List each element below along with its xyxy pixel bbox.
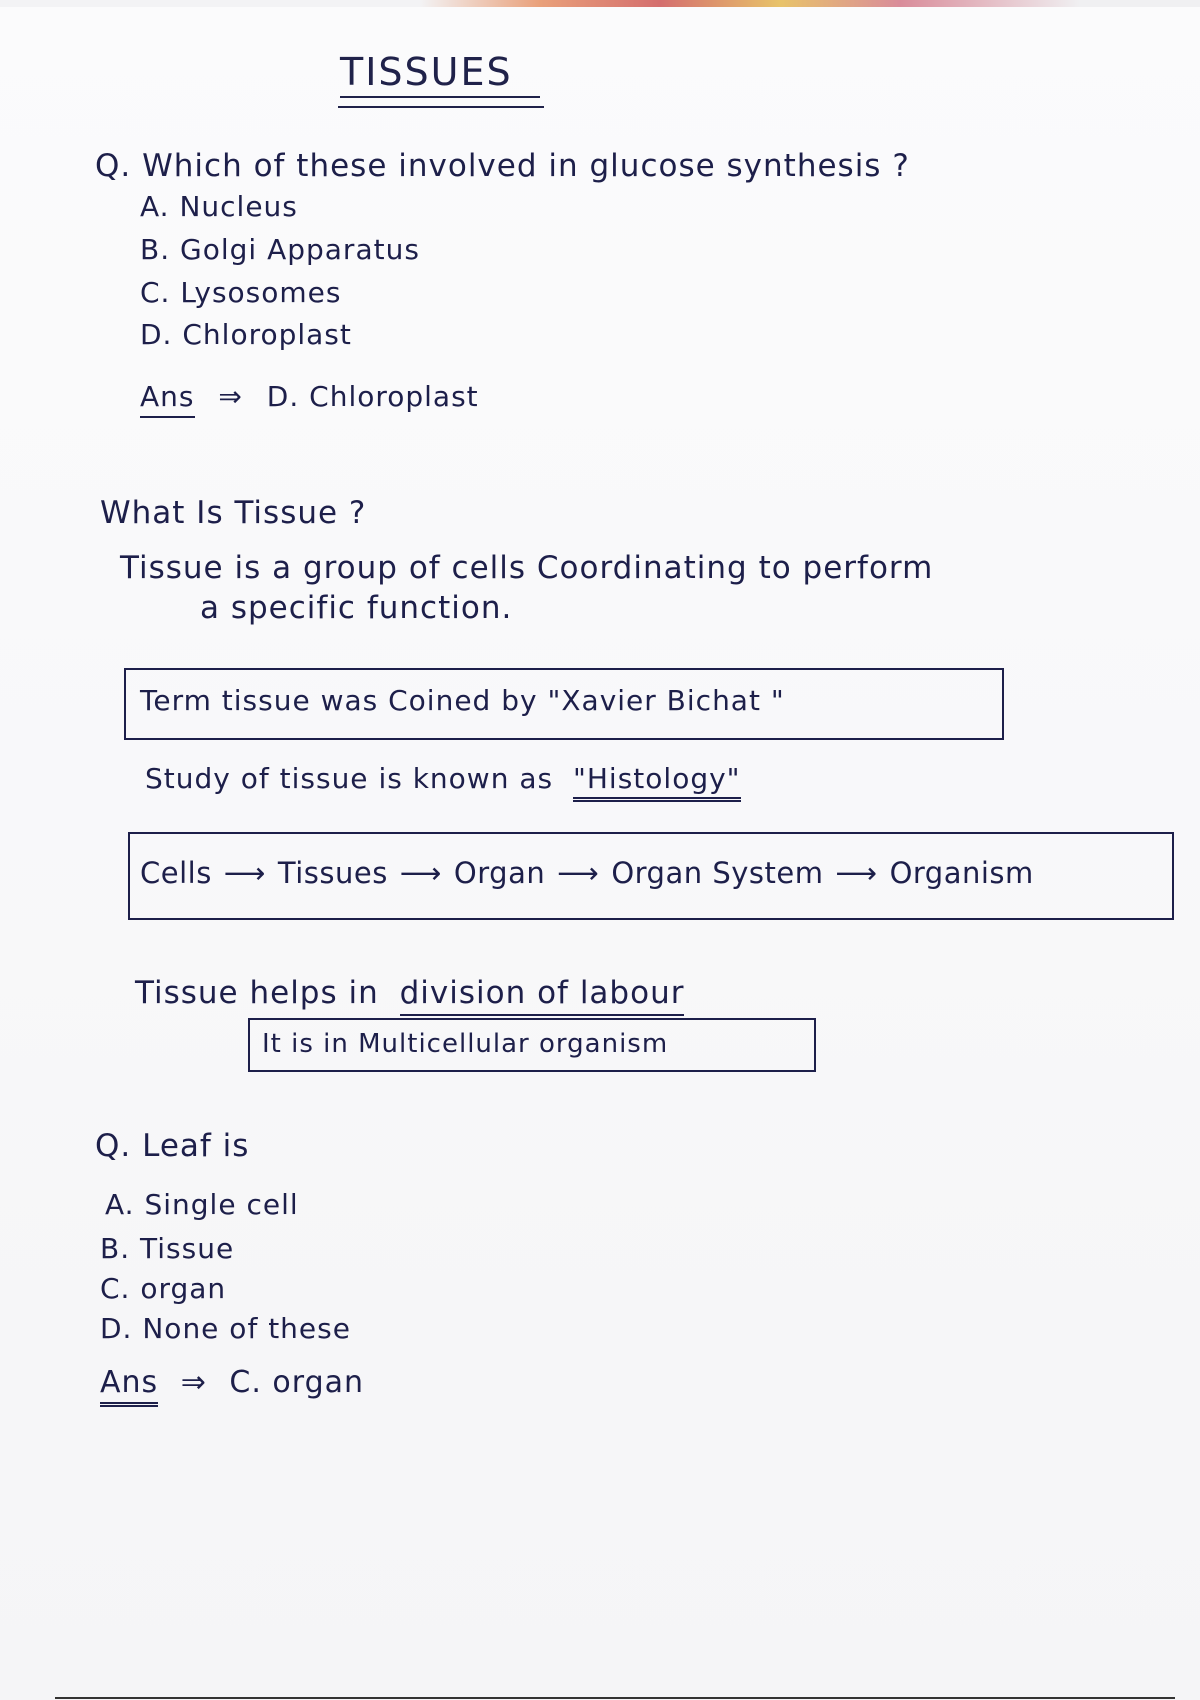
hierarchy-arrow-icon: ⟶ [399, 856, 442, 890]
q1-option-a: A. Nucleus [140, 190, 298, 223]
term-box [124, 668, 1004, 740]
labour-line [135, 975, 684, 1011]
answer-value: D. Chloroplast [266, 380, 479, 413]
definition-line-1: Tissue is a group of cells Coordinating to perform [120, 550, 934, 586]
hierarchy-item-organism: Organism [889, 856, 1034, 890]
answer-arrow: ⇒ [180, 1365, 207, 1400]
hierarchy-item-organ: Organ [453, 856, 546, 890]
q2-option-c: C. organ [100, 1272, 227, 1305]
q2-answer [100, 1365, 364, 1400]
title-underline [340, 96, 540, 98]
answer-value: C. organ [229, 1365, 365, 1400]
study-prefix: Study of tissue is known as [145, 762, 554, 795]
study-line [145, 762, 741, 795]
section-heading: What Is Tissue ? [100, 495, 367, 531]
answer-label: Ans [140, 380, 195, 418]
page-title: TISSUES [340, 50, 513, 94]
hierarchy-item-tissues: Tissues [277, 856, 388, 890]
hierarchy-item-cells: Cells [140, 856, 212, 890]
q1-answer [140, 380, 479, 413]
labour-term: division of labour [400, 975, 685, 1016]
title-underline-second [338, 106, 544, 108]
hierarchy-arrow-icon: ⟶ [223, 856, 266, 890]
definition-line-2: a specific function. [200, 590, 513, 626]
hierarchy-box [128, 832, 1174, 920]
page-top-edge [0, 0, 1200, 7]
q1-option-c: C. Lysosomes [140, 276, 342, 309]
hierarchy-arrow-icon: ⟶ [835, 856, 878, 890]
q2-option-d: D. None of these [100, 1312, 351, 1345]
page-bottom-line [55, 1697, 1175, 1699]
q1-option-d: D. Chloroplast [140, 318, 352, 351]
q2-option-b: B. Tissue [100, 1232, 235, 1265]
labour-prefix: Tissue helps in [135, 975, 379, 1011]
answer-label: Ans [100, 1365, 158, 1407]
hierarchy-arrow-icon: ⟶ [557, 856, 600, 890]
q1-option-b: B. Golgi Apparatus [140, 233, 420, 266]
multicellular-text: It is in Multicellular organism [262, 1029, 669, 1059]
question-1: Q. Which of these involved in glucose synthesis ? [95, 148, 910, 184]
term-box-text: Term tissue was Coined by "Xavier Bichat " [140, 684, 785, 717]
histology-term: "Histology" [573, 762, 741, 802]
answer-arrow: ⇒ [218, 380, 243, 413]
q2-option-a: A. Single cell [105, 1188, 299, 1221]
question-2: Q. Leaf is [95, 1128, 250, 1164]
hierarchy-item-organ-system: Organ System [611, 856, 824, 890]
hierarchy-chain [140, 856, 1162, 890]
multicellular-box [248, 1018, 816, 1072]
